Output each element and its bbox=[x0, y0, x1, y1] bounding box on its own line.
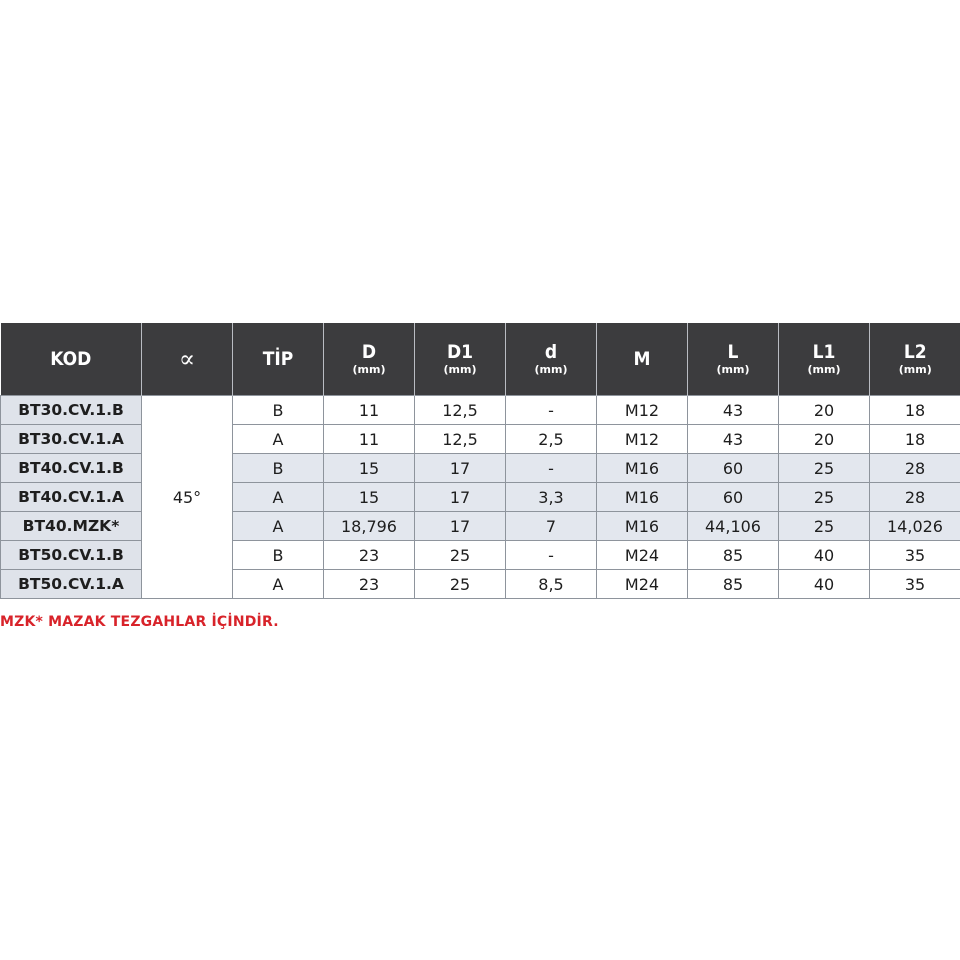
cell-d: - bbox=[506, 454, 597, 483]
cell-l2: 35 bbox=[870, 570, 960, 599]
cell-l2: 35 bbox=[870, 541, 960, 570]
cell-l2: 18 bbox=[870, 425, 960, 454]
cell-l1: 20 bbox=[779, 425, 870, 454]
cell-l1: 25 bbox=[779, 483, 870, 512]
cell-tip: B bbox=[233, 454, 324, 483]
cell-l1: 40 bbox=[779, 570, 870, 599]
cell-l1: 40 bbox=[779, 541, 870, 570]
cell-tip: A bbox=[233, 425, 324, 454]
cell-kod: BT30.CV.1.B bbox=[1, 396, 142, 425]
cell-d: 23 bbox=[324, 541, 415, 570]
cell-kod: BT50.CV.1.A bbox=[1, 570, 142, 599]
cell-tip: A bbox=[233, 570, 324, 599]
header-L: L (mm) bbox=[688, 323, 779, 396]
cell-d: 2,5 bbox=[506, 425, 597, 454]
cell-m: M16 bbox=[597, 454, 688, 483]
header-kod: KOD bbox=[1, 323, 142, 396]
header-row bbox=[1, 323, 960, 396]
cell-tip: A bbox=[233, 483, 324, 512]
header-D1: D1 (mm) bbox=[415, 323, 506, 396]
cell-l2: 18 bbox=[870, 396, 960, 425]
cell-d: 7 bbox=[506, 512, 597, 541]
cell-d1: 17 bbox=[415, 483, 506, 512]
alpha-icon: ∝ bbox=[178, 345, 196, 373]
cell-l2: 14,026 bbox=[870, 512, 960, 541]
cell-kod: BT40.MZK* bbox=[1, 512, 142, 541]
cell-d1: 25 bbox=[415, 570, 506, 599]
table-row bbox=[1, 396, 960, 425]
angle-cell: 45° bbox=[142, 396, 233, 599]
cell-d: - bbox=[506, 396, 597, 425]
spec-table bbox=[0, 323, 960, 599]
cell-l: 43 bbox=[688, 396, 779, 425]
cell-m: M16 bbox=[597, 483, 688, 512]
cell-d: 15 bbox=[324, 454, 415, 483]
cell-d1: 25 bbox=[415, 541, 506, 570]
cell-m: M16 bbox=[597, 512, 688, 541]
header-L2: L2 (mm) bbox=[870, 323, 960, 396]
cell-d: 15 bbox=[324, 483, 415, 512]
header-d: d (mm) bbox=[506, 323, 597, 396]
cell-l2: 28 bbox=[870, 454, 960, 483]
table-body bbox=[1, 396, 960, 599]
cell-tip: B bbox=[233, 541, 324, 570]
header-tip: TİP bbox=[233, 323, 324, 396]
cell-l1: 25 bbox=[779, 512, 870, 541]
cell-l: 60 bbox=[688, 454, 779, 483]
cell-d: 8,5 bbox=[506, 570, 597, 599]
cell-tip: B bbox=[233, 396, 324, 425]
cell-d: 3,3 bbox=[506, 483, 597, 512]
cell-d1: 12,5 bbox=[415, 396, 506, 425]
cell-d: 23 bbox=[324, 570, 415, 599]
cell-m: M24 bbox=[597, 570, 688, 599]
cell-l1: 20 bbox=[779, 396, 870, 425]
cell-kod: BT30.CV.1.A bbox=[1, 425, 142, 454]
cell-d: - bbox=[506, 541, 597, 570]
cell-d1: 12,5 bbox=[415, 425, 506, 454]
cell-d1: 17 bbox=[415, 512, 506, 541]
cell-l: 60 bbox=[688, 483, 779, 512]
cell-d: 11 bbox=[324, 396, 415, 425]
cell-m: M12 bbox=[597, 425, 688, 454]
cell-tip: A bbox=[233, 512, 324, 541]
header-D: D (mm) bbox=[324, 323, 415, 396]
cell-l: 43 bbox=[688, 425, 779, 454]
header-M: M bbox=[597, 323, 688, 396]
cell-d: 11 bbox=[324, 425, 415, 454]
header-angle bbox=[142, 323, 233, 396]
cell-kod: BT50.CV.1.B bbox=[1, 541, 142, 570]
cell-kod: BT40.CV.1.A bbox=[1, 483, 142, 512]
spec-table-wrapper bbox=[0, 323, 960, 599]
cell-l: 44,106 bbox=[688, 512, 779, 541]
cell-m: M12 bbox=[597, 396, 688, 425]
mazak-note: MZK* MAZAK TEZGAHLAR İÇİNDİR. bbox=[0, 614, 279, 630]
cell-l: 85 bbox=[688, 541, 779, 570]
cell-l2: 28 bbox=[870, 483, 960, 512]
header-L1: L1 (mm) bbox=[779, 323, 870, 396]
cell-d1: 17 bbox=[415, 454, 506, 483]
cell-d: 18,796 bbox=[324, 512, 415, 541]
cell-l: 85 bbox=[688, 570, 779, 599]
cell-m: M24 bbox=[597, 541, 688, 570]
cell-l1: 25 bbox=[779, 454, 870, 483]
cell-kod: BT40.CV.1.B bbox=[1, 454, 142, 483]
